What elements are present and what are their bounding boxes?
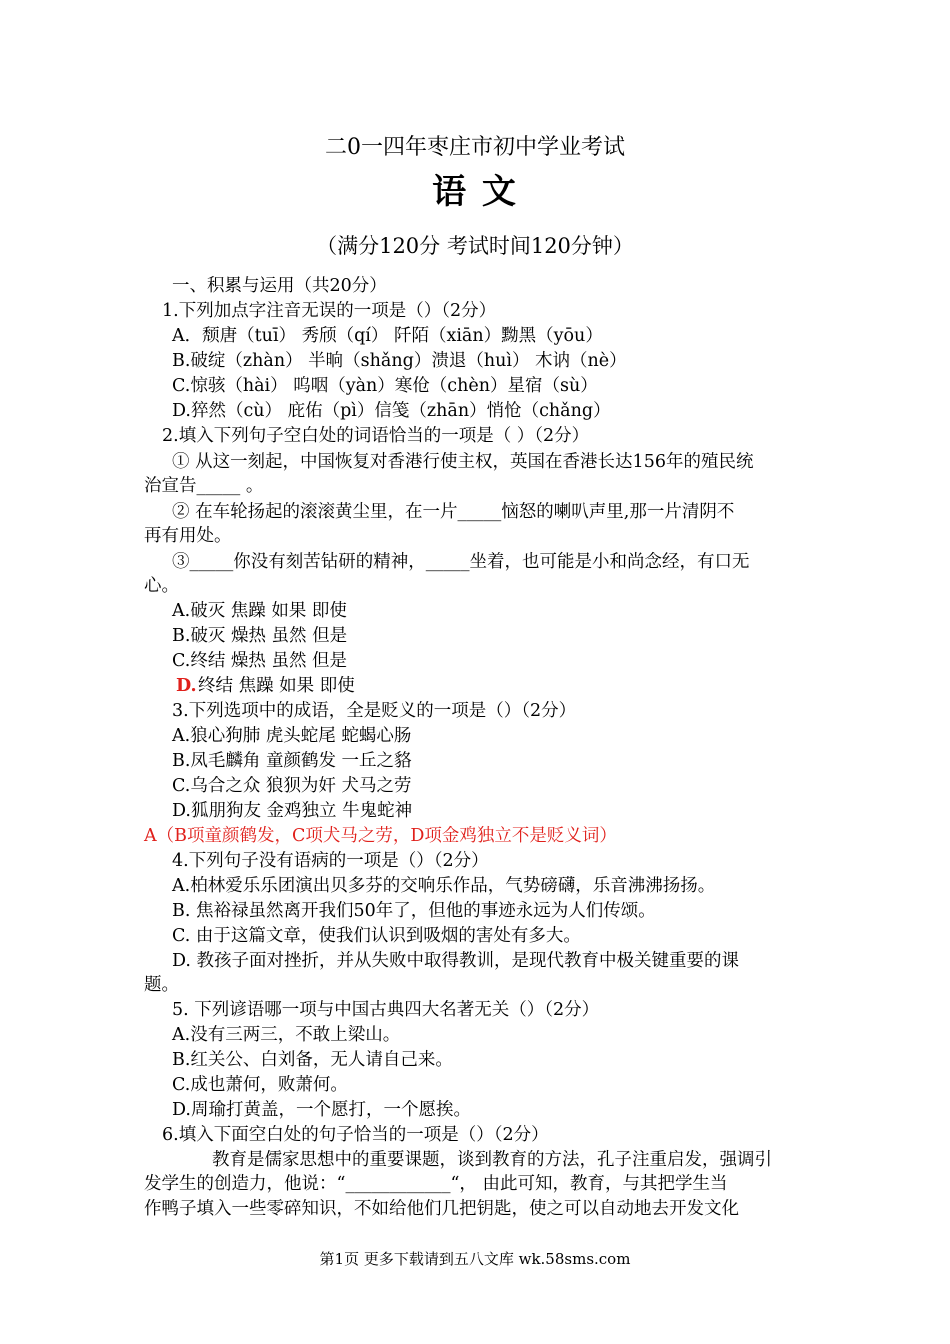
line-text: 发学生的创造力，他说：“____________“， 由此可知，教育，与其把学生当 bbox=[144, 1174, 728, 1194]
text-line bbox=[172, 998, 599, 1022]
text-line bbox=[172, 774, 411, 798]
line-text: 再有用处。 bbox=[144, 526, 232, 546]
text-line bbox=[172, 399, 611, 423]
line-text: 2.填入下列句子空白处的词语恰当的一项是（ ）（2分） bbox=[162, 426, 590, 446]
line-text: 作鸭子填入一些零碎知识，不如给他们几把钥匙，使之可以自动地去开发文化 bbox=[144, 1199, 739, 1219]
line-text: 5. 下列谚语哪一项与中国古典四大名著无关（）（2分） bbox=[172, 1000, 600, 1020]
text-line bbox=[172, 1073, 348, 1097]
line-text: D.周瑜打黄盖，一个愿打，一个愿挨。 bbox=[172, 1100, 471, 1120]
line-text: C.乌合之众 狼狈为奸 犬马之劳 bbox=[172, 776, 412, 796]
text-line bbox=[172, 349, 627, 373]
text-line bbox=[144, 1197, 739, 1221]
text-line bbox=[172, 799, 412, 823]
line-text: 教育是儒家思想中的重要课题，谈到教育的方法，孔子注重启发，强调引 bbox=[212, 1150, 772, 1170]
line-text: 终结 焦躁 如果 即使 bbox=[198, 676, 355, 696]
text-line bbox=[172, 550, 750, 574]
line-text: A.没有三两三，不敢上梁山。 bbox=[172, 1025, 401, 1045]
line-text: B.破绽（zhàn） 半晌（shǎng）溃退（huì） 木讷（nè） bbox=[172, 351, 627, 371]
text-line bbox=[144, 824, 617, 848]
line-text: B.凤毛麟角 童颜鹤发 一丘之貉 bbox=[172, 751, 412, 771]
text-line bbox=[172, 874, 715, 898]
text-line bbox=[172, 624, 347, 648]
line-text: A．颓唐（tuī） 秀颀（qí） 阡陌（xiān）黝黑（yōu） bbox=[172, 326, 603, 346]
line-text: C.终结 燥热 虽然 但是 bbox=[172, 651, 348, 671]
page-footer: 第1页 更多下载请到五八文库 wk.58sms.com bbox=[319, 1250, 631, 1268]
exam-title: 二0一四年枣庄市初中学业考试 bbox=[325, 135, 625, 160]
line-text: 题。 bbox=[144, 975, 179, 995]
text-line bbox=[172, 949, 739, 973]
line-text: 4.下列句子没有语病的一项是（）（2分） bbox=[172, 851, 489, 871]
text-line bbox=[212, 1148, 772, 1172]
text-line bbox=[172, 374, 598, 398]
text-line bbox=[172, 699, 576, 723]
text-line bbox=[172, 899, 656, 923]
text-line bbox=[162, 424, 589, 448]
line-text: C.惊骇（hài） 呜咽（yàn）寒伧（chèn）星宿（sù） bbox=[172, 376, 598, 396]
line-text: 治宣告_____ 。 bbox=[144, 476, 264, 496]
line-text: ③_____你没有刻苦钻研的精神，_____坐着，也可能是小和尚念经，有口无 bbox=[172, 552, 750, 572]
text-line bbox=[172, 649, 347, 673]
text-line bbox=[172, 599, 347, 623]
line-text: B.红关公、白刘备，无人请自己来。 bbox=[172, 1050, 453, 1070]
line-text: D.猝然（cù） 庇佑（pì）信笺（zhān）悄怆（chǎng） bbox=[172, 401, 611, 421]
text-line bbox=[144, 973, 179, 997]
line-text: 心。 bbox=[144, 576, 179, 596]
text-line bbox=[172, 724, 411, 748]
line-text: C.成也萧何，败萧何。 bbox=[172, 1075, 348, 1095]
text-line bbox=[162, 1123, 549, 1147]
text-line bbox=[172, 849, 489, 873]
text-line bbox=[144, 1172, 727, 1196]
text-line bbox=[172, 749, 412, 773]
line-text: 6.填入下面空白处的句子恰当的一项是（）（2分） bbox=[162, 1125, 549, 1145]
line-text: A（B项童颜鹤发，C项犬马之劳，D项金鸡独立不是贬义词） bbox=[144, 826, 617, 846]
exam-info: （满分120分 考试时间120分钟） bbox=[316, 234, 634, 258]
line-text: 1.下列加点字注音无误的一项是（）（2分） bbox=[162, 301, 497, 321]
answer-marker: D. bbox=[176, 676, 197, 696]
text-line bbox=[172, 1023, 400, 1047]
subject-heading: 语 文 bbox=[432, 172, 518, 212]
text-line bbox=[172, 1048, 453, 1072]
line-text: A.柏林爱乐乐团演出贝多芬的交响乐作品，气势磅礴，乐音沸沸扬扬。 bbox=[172, 876, 716, 896]
line-text: 3.下列选项中的成语，全是贬义的一项是（）（2分） bbox=[172, 701, 577, 721]
text-line bbox=[172, 450, 753, 474]
text-line bbox=[172, 274, 387, 298]
text-line bbox=[172, 1098, 471, 1122]
text-line bbox=[172, 924, 581, 948]
text-line bbox=[172, 500, 734, 524]
text-line bbox=[144, 574, 179, 598]
text-line bbox=[144, 524, 232, 548]
line-text: ① 从这一刻起，中国恢复对香港行使主权，英国在香港长达156年的殖民统 bbox=[172, 452, 754, 472]
text-line bbox=[172, 324, 603, 348]
line-text: ② 在车轮扬起的滚滚黄尘里，在一片_____恼怒的喇叭声里,那一片清阴不 bbox=[172, 502, 735, 522]
text-line bbox=[176, 674, 355, 698]
line-text: A.狼心狗肺 虎头蛇尾 蛇蝎心肠 bbox=[172, 726, 412, 746]
line-text: C. 由于这篇文章，使我们认识到吸烟的害处有多大。 bbox=[172, 926, 581, 946]
text-line bbox=[144, 474, 263, 498]
line-text: D. 教孩子面对挫折，并从失败中取得教训，是现代教育中极关键重要的课 bbox=[172, 951, 740, 971]
line-text: D.狐朋狗友 金鸡独立 牛鬼蛇神 bbox=[172, 801, 413, 821]
line-text: A.破灭 焦躁 如果 即使 bbox=[172, 601, 347, 621]
text-line bbox=[162, 299, 496, 323]
line-text: B. 焦裕禄虽然离开我们50年了，但他的事迹永远为人们传颂。 bbox=[172, 901, 656, 921]
line-text: B.破灭 燥热 虽然 但是 bbox=[172, 626, 348, 646]
line-text: 一、积累与运用（共20分） bbox=[172, 276, 387, 296]
